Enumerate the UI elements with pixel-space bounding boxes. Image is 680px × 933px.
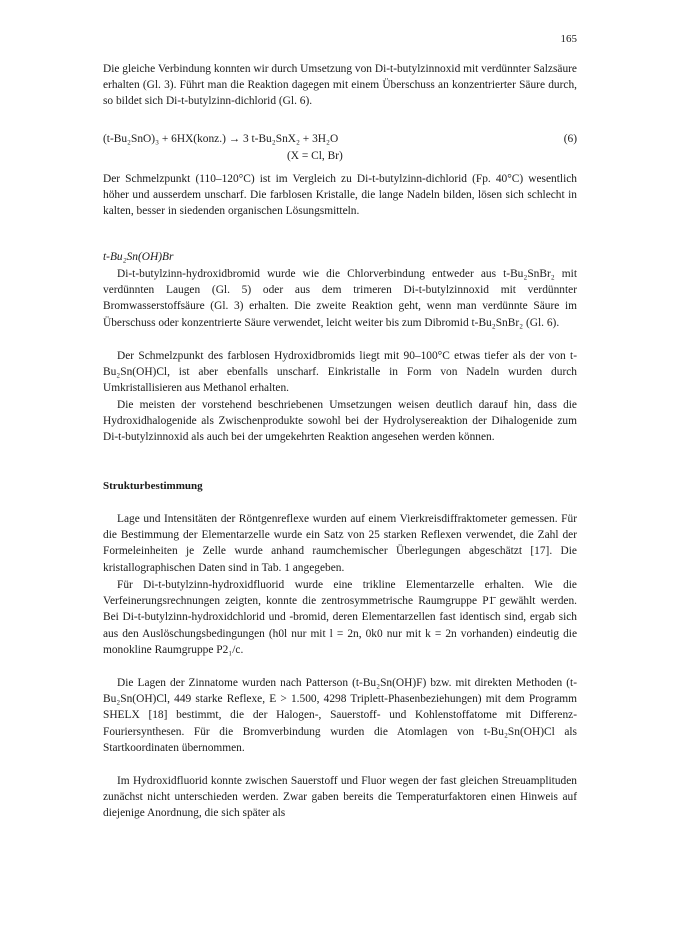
subheading-bromide [103,249,577,265]
paragraph-2 [103,171,577,220]
subheading-text: t-Bu₂Sn(OH)Br [103,251,174,263]
equation-condition: (X = Cl, Br) [287,150,343,162]
paragraph-8 [103,675,577,756]
paragraph-4 [103,348,577,397]
paragraph-1 [103,61,577,110]
page-number: 165 [560,33,577,45]
paragraph-2-text: Der Schmelzpunkt (110–120°C) ist im Vergleich zu Di-t-butylzinn-dichlorid (Fp. 40°C) wesentlich höher und ausserdem unscharf. Die farblosen Kristalle, die lange Nadeln bilden, lösen sich schlecht in kalten, besser in siedenden organischen Lösungsmitteln. [103,173,577,218]
equation-text: (t-Bu₂SnO)₃ + 6HX(konz.) → 3 t-Bu₂SnX₂ + 3H₂O [103,133,339,145]
paragraph-8-text: Die Lagen der Zinnatome wurden nach Patterson (t-Bu₂Sn(OH)F) bzw. mit direkten Methoden (t-Bu₂Sn(OH)Cl, 449 starke Reflexe, E > 1.500, 4298 Triplett-Phasenbeziehungen) mit dem Programm SHELX [18] bestimmt, die der Halogen-, Sauerstoff- und Kohlenstoffatome mit Differenz-Fouriersynthesen. Für die Bromverbindung wurden die Atomlagen von t-Bu₂Sn(OH)Cl als Startkoordinaten übernommen. [103,677,577,754]
equation-6 [103,131,577,149]
paragraph-5-text: Die meisten der vorstehend beschriebenen Umsetzungen weisen deutlich darauf hin, dass die Hydroxidhalogenide als Zwischenprodukte sowohl bei der Hydrolysereaktion der Dihalogenide zum Di-t-butylzinnoxid als auch bei der umgekehrten Reaktion angesehen werden können. [103,399,577,444]
paragraph-9 [103,773,577,822]
paragraph-9-text: Im Hydroxidfluorid konnte zwischen Sauerstoff und Fluor wegen der fast gleichen Streuamplituden zunächst nicht unterschieden werden. Zwar gaben bereits die Temperaturfaktoren einen Hinweis auf diejenige Anordnung, die sich später als [103,775,577,820]
section-heading [103,478,577,494]
paragraph-5 [103,397,577,446]
paragraph-4-text: Der Schmelzpunkt des farblosen Hydroxidbromids liegt mit 90–100°C etwas tiefer als der von t-Bu₂Sn(OH)Cl, ist aber ebenfalls unscharf. Einkristalle in Form von Nadeln wurden durch Umkristallisieren aus Methanol erhalten. [103,350,577,395]
paragraph-3-text: Di-t-butylzinn-hydroxidbromid wurde wie die Chlorverbindung entweder aus t-Bu₂SnBr₂ mit verdünnten Laugen (Gl. 5) oder aus dem trimeren Di-t-butylzinnoxid mit verdünnter Bromwasserstoffsäure (Gl. 3) erhalten. Die zweite Reaktion geht, wenn man verdünnte Säure im Überschuss oder konzentrierte Säure verwendet, leicht weiter bis zum Dibromid t-Bu₂SnBr₂ (Gl. 6). [103,268,577,329]
paragraph-3 [103,266,577,331]
paragraph-1-text: Die gleiche Verbindung konnten wir durch Umsetzung von Di-t-butylzinnoxid mit verdünnter Salzsäure erhalten (Gl. 3). Führt man die Reaktion dagegen mit einem Überschuss an konzentrierter Säure durch, so bildet sich Di-t-butylzinn-dichlorid (Gl. 6). [103,63,577,108]
paragraph-7-text: Für Di-t-butylzinn-hydroxidfluorid wurde eine trikline Elementarzelle erhalten. Wie die Verfeinerungsrechnungen zeigten, konnte die zentrosymmetrische Raumgruppe P1̄ gewählt werden. Bei Di-t-butylzinn-hydroxidchlorid und -bromid, deren Elementarzellen fast identisch sind, ergab sich aus den Auslöschungsbedingungen (h0l nur mit l = 2n, 0k0 nur mit k = 2n vorhanden) eindeutig die monokline Raumgruppe P2₁/c. [103,579,577,656]
paragraph-6-text: Lage und Intensitäten der Röntgenreflexe wurden auf einem Vierkreisdiffraktometer gemessen. Für die Bestimmung der Elementarzelle wurde ein Satz von 25 starken Reflexen verwendet, die Zahl der Formeleinheiten je Zelle wurde anhand raumchemischer Überlegungen abgeschätzt [17]. Die kristallographischen Daten sind in Tab. 1 angegeben. [103,513,577,574]
paragraph-6 [103,511,577,576]
equation-number: (6) [563,133,577,145]
section-heading-text: Strukturbestimmung [103,480,203,492]
paragraph-7 [103,577,577,658]
